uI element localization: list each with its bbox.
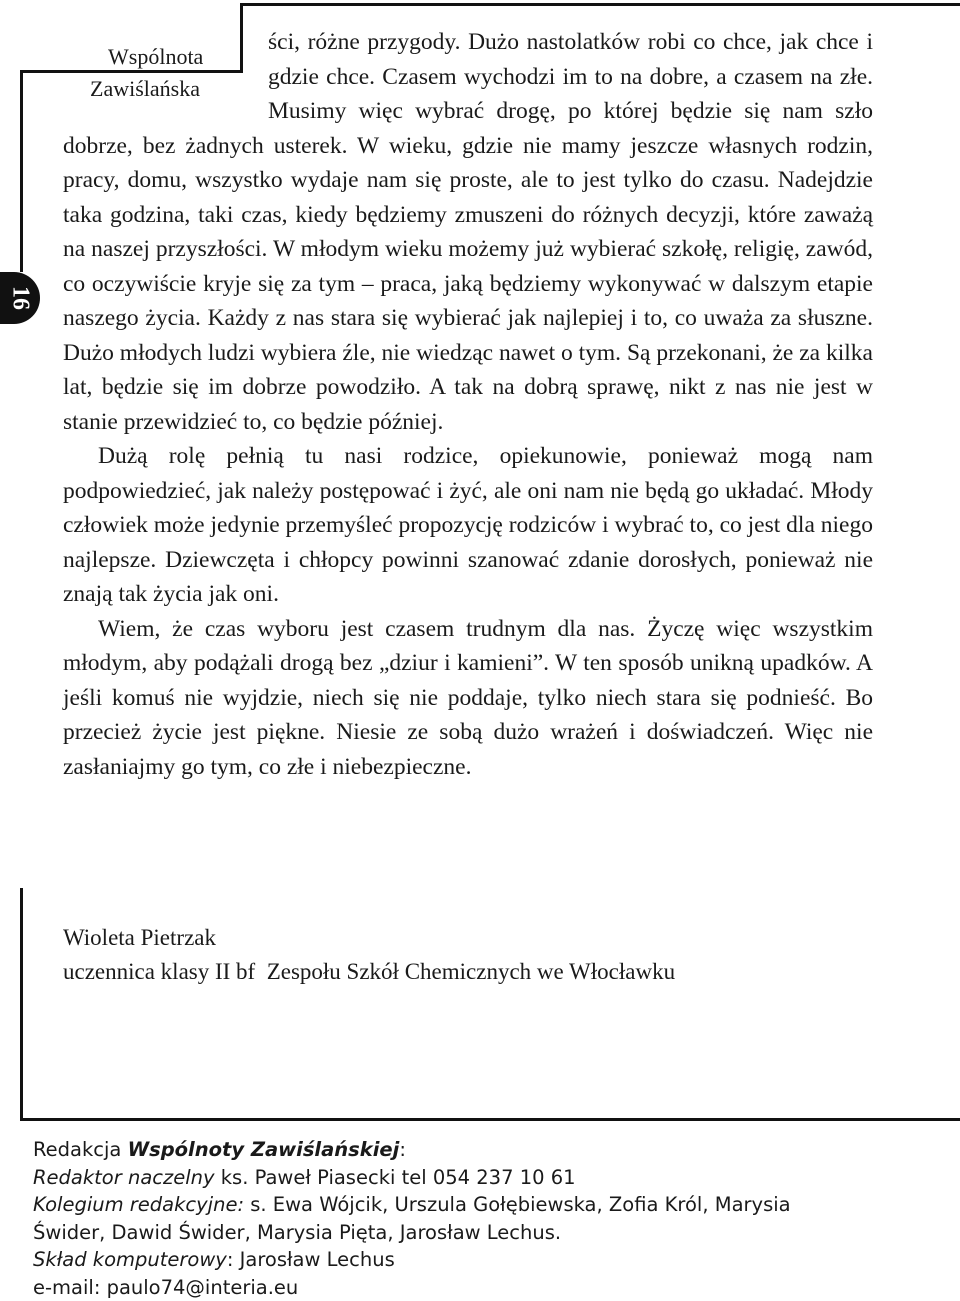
author-affiliation: uczennica klasy II bf Zespołu Szkół Chemicznych we Włocławku: [63, 955, 675, 989]
article-paragraph-2: Dużą rolę pełnią tu nasi rodzice, opiekunowie, ponieważ mogą nam podpowiedzieć, jak należy postępować i żyć, ale oni nam nie będą go układać. Młody człowiek może jedynie przemyśleć propozycję rodziców i wybrać to, co jest dla niego najlepsze. Dziewczęta i chłopcy powinni szanować zdanie dorosłych, ponieważ nie znają tak życia jak oni.: [63, 439, 873, 612]
magazine-title-line1: Wspólnota: [108, 44, 203, 70]
masthead-email[interactable]: e-mail: paulo74@interia.eu: [33, 1274, 933, 1301]
masthead-editor-label: Redaktor naczelny: [33, 1166, 215, 1189]
frame-left-upper-line: [20, 70, 23, 272]
frame-top-line: [240, 3, 960, 6]
article-paragraph-3: Wiem, że czas wyboru jest czasem trudnym dla nas. Życzę więc wszystkim młodym, aby podążali drogą bez „dziur i kamieni”. W ten sposób unikną upadków. A jeśli komuś nie wyjdzie, niech się nie poddaje, tylko niech stara się podnieść. Bo przecież życie jest piękne. Niesie ze sobą dużo wrażeń i doświadczeń. Więc nie zasłaniajmy go tym, co złe i niebezpieczne.: [63, 612, 873, 785]
masthead-editor-line: [33, 1164, 933, 1192]
article-body: [63, 25, 873, 784]
masthead-typesetting-label: Skład komputerowy: [33, 1248, 227, 1271]
header-notch-spacer: [63, 25, 268, 127]
page-number-tab: [0, 272, 40, 324]
masthead-typesetting-line: [33, 1246, 933, 1274]
masthead-magazine-name: Wspólnoty Zawiślańskiej: [128, 1138, 400, 1161]
masthead: [33, 1136, 933, 1301]
page-number: 16: [7, 286, 34, 310]
author-name: Wioleta Pietrzak: [63, 921, 675, 955]
masthead-board-line-2: Świder, Dawid Świder, Marysia Pięta, Jarosław Lechus.: [33, 1219, 933, 1247]
masthead-redakcja-label: Redakcja: [33, 1138, 128, 1161]
frame-left-lower-line: [20, 888, 23, 1120]
masthead-board-label: Kolegium redakcyjne:: [33, 1193, 244, 1216]
author-block: [63, 921, 675, 989]
masthead-board-line-1: [33, 1191, 933, 1219]
masthead-redakcja-colon: :: [399, 1138, 406, 1161]
article-paragraph-1: ści, różne przygody. Dużo nastolatków robi co chce, jak chce i gdzie chce. Czasem wychodzi im to na dobre, a czasem na złe. Musimy więc wybrać drogę, po której będzie się nam szło dobrze, bez żadnych usterek. W wieku, gdzie nie mamy jeszcze własnych rodzin, pracy, domu, wszystko wydaje nam się proste, ale to jest tylko do czasu. Nadejdzie taka godzina, taki czas, kiedy będziemy zmuszeni do różnych decyzji, które zaważą na naszej przyszłości. W młodym wieku możemy już wybierać szkołę, religię, zawód, co oczywiście kryje się za tym – praca, jaką będziemy wykonywać w dalszym etapie naszego życia. Każdy z nas stara się wybierać jak najlepiej i to, co uważa za słuszne. Dużo młodych ludzi wybiera źle, nie wiedząc nawet o tym. Są przekonani, że za kilka lat, będzie się im dobrze powodziło. A tak na dobrą sprawę, nikt z nas nie jest w stanie przewidzieć to, co będzie później.: [63, 25, 873, 439]
magazine-title-line2: Zawiślańska: [90, 76, 200, 102]
frame-bottom-line: [20, 1118, 960, 1121]
masthead-redakcja-line: [33, 1136, 933, 1164]
masthead-editor-value: ks. Paweł Piasecki tel 054 237 10 61: [215, 1166, 576, 1189]
masthead-board-value-1: s. Ewa Wójcik, Urszula Gołębiewska, Zofia Król, Marysia: [244, 1193, 791, 1216]
masthead-typesetting-value: : Jarosław Lechus: [227, 1248, 395, 1271]
